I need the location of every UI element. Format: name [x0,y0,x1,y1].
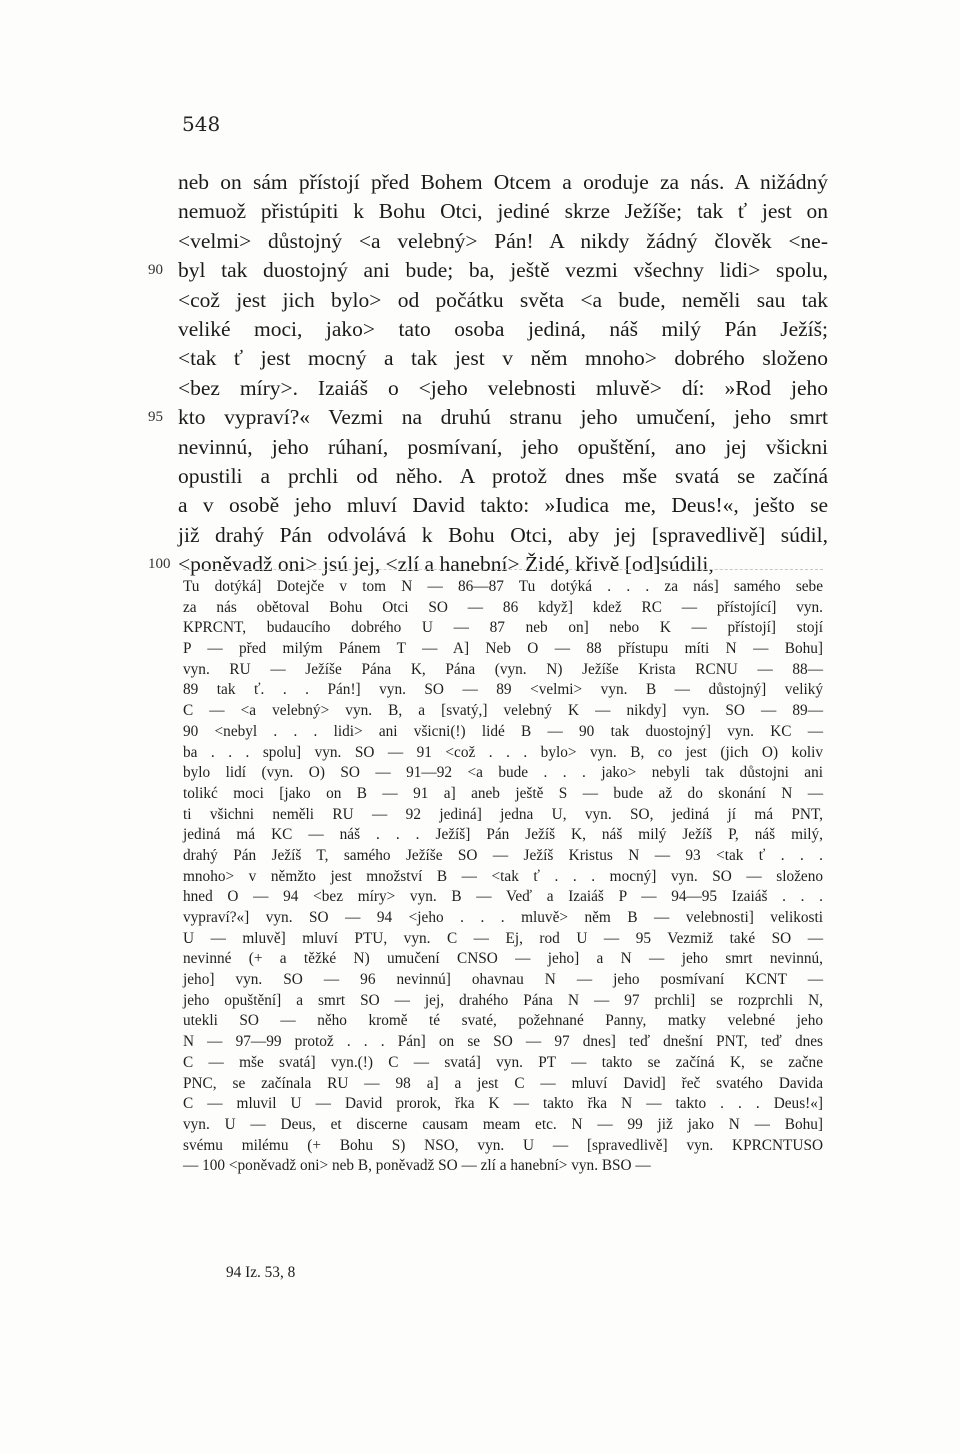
line-number: 95 [148,409,163,426]
apparatus-line: 89 tak ť. . . Pán!] vyn. SO — 89 <velmi> vyn. B — důstojný] veliký [183,681,823,699]
apparatus-line: vyn. U — Deus, et discerne causam meam etc. N — 99 již jako N — Bohu] [183,1115,823,1133]
line-text: neb on sám přístojí před Bohem Otcem a oroduje za nás. A nižádný [178,170,828,194]
text-line [178,462,828,491]
text-line [178,344,828,373]
apparatus-line: Tu dotýká] Dotejče v tom N — 86—87 Tu dotýká . . . za nás] samého sebe [183,578,823,595]
text-line [178,374,828,403]
apparatus-line: PNC, se začínala RU — 98 a] a jest C — mluví David] řeč svatého Davida [183,1074,823,1092]
line-text: byl tak duostojný ani bude; ba, ještě vezmi všechny lidi> spolu, [178,258,828,283]
apparatus-line: jediná má KC — náš . . . Ježíš] Pán Ježíš K, náš milý Ježíš P, náš milý, [183,826,823,844]
apparatus-line: U — mluvě] mluví PTU, vyn. C — Ej, rod U — 95 Vezmiž také SO — [183,929,823,947]
text-line [178,227,828,256]
line-text: <poněvadž oni> jsú jej, <zlí a hanební> Židé, křivě [od]súdili, [178,552,714,577]
line-text: opustili a prchli od něho. A protož dnes mše svatá se začíná [178,463,828,488]
line-text: již drahý Pán odvolává k Bohu Otci, aby jej [spravedlivě] súdil, [178,522,828,547]
apparatus-line: bylo lidí (vyn. O) SO — 91—92 <a bude . . . jako> nebyli tak důstojni ani [183,764,823,782]
apparatus-line: KPRCNT, budaucího dobrého U — 87 neb on] nebo K — přístojí] stojí [183,619,823,637]
apparatus-line: P — před milým Pánem T — A] Neb O — 88 přístupu míti N — Bohu] [183,640,823,658]
apparatus-line: vypraví?«] vyn. SO — 94 <jeho . . . mluvě> něm B — velebnosti] velikosti [183,909,823,926]
line-text: veliké moci, jako> tato osoba jediná, náš milý Pán Ježíš; [178,316,828,341]
text-line [148,256,828,285]
line-text: <bez míry>. Izaiáš o <jeho velebnosti mluvě> dí: »Rod jeho [178,375,828,400]
line-text: kto vypraví?« Vezmi na druhú stranu jeho umučení, jeho smrt [178,405,828,430]
apparatus-line: — 100 <poněvadž oni> neb B, poněvadž SO — zlí a hanební> vyn. BSO — [183,1157,651,1175]
critical-apparatus [183,577,823,1177]
apparatus-line: drahý Pán Ježíš T, samého Ježíše SO — Ježíš Kristus N — 93 <tak ť . . . [183,846,823,864]
page-number: 548 [182,112,221,136]
line-text: a v osobě jeho mluví David takto: »Iudica me, Deus!«, ješto se [178,493,828,518]
apparatus-line: N — 97—99 protož . . . Pán] on se SO — 97 dnes] teď dnešní PNT, teď dnes [183,1033,823,1051]
apparatus-line: hned O — 94 <bez míry> vyn. B — Veď a Izaiáš P — 94—95 Izaiáš . . . [183,888,823,906]
footnote: 94 Iz. 53, 8 [226,1264,296,1281]
apparatus-line: ti všichni neměli RU — 92 jediná] jedna U, vyn. SO, jediná jí má PNT, [183,805,823,823]
text-line [178,286,828,315]
apparatus-line: ba . . . spolu] vyn. SO — 91 <což . . . bylo> vyn. B, co jest (jich O) koliv [183,743,823,761]
text-line [178,197,828,226]
line-text: nemuož přistúpiti k Bohu Otci, jediné skrze Ježíše; tak ť jest on [178,199,828,224]
apparatus-line: tolikć moci [jako on B — 91 a] aneb ještě S — bude až do skonání N — [183,784,823,802]
apparatus-line: jeho] vyn. SO — 96 nevinnú] ohavnau N — jeho posmívaní KCNT — [183,971,823,989]
text-line [178,491,828,520]
text-line [178,168,828,197]
text-line [178,521,828,550]
apparatus-line: C — mluvil U — David prorok, řka K — takto řka N — takto . . . Deus!«] [183,1095,823,1113]
line-number: 100 [148,556,171,573]
line-text: <což jest jich bylo> od počátku světa <a bude, neměli sau tak [178,287,828,312]
line-text: <tak ť jest mocný a tak jest v něm mnoho> dobrého složeno [178,346,828,371]
text-line [178,433,828,462]
apparatus-line: nevinné (+ a těžké N) umučení CNSO — jeho] a N — jeho smrt nevinnú, [183,950,823,968]
apparatus-line: 90 <nebyl . . . lidi> ani všicni(!) lidé B — 90 tak duostojný] vyn. KC — [183,722,823,740]
line-number: 90 [148,262,163,279]
apparatus-line: mnoho> v němžto jest množství B — <tak ť . . . mocný] vyn. SO — složeno [183,867,823,885]
apparatus-line: vyn. RU — Ježíše Pána K, Pána (vyn. N) Ježíše Krista RCNU — 88— [183,660,823,678]
line-text: nevinnú, jeho rúhaní, posmívaní, jeho opuštění, ano jej všickni [178,434,828,459]
text-line [178,315,828,344]
apparatus-line: za nás obětoval Bohu Otci SO — 86 když] kdež RC — přístojící] vyn. [183,598,823,616]
apparatus-line: svému milému (+ Bohu S) NSO, vyn. U — [spravedlivě] vyn. KPRCNTUSO [183,1136,823,1154]
apparatus-line: utekli SO — něho kromě té svaté, požehnané Panny, matky velebné jeho [183,1012,823,1030]
apparatus-line: C — <a velebný> vyn. B, a [svatý,] velebný K — nikdy] vyn. SO — 89— [183,702,823,720]
main-text [148,168,828,579]
line-text: <velmi> důstojný <a velebný> Pán! A nikdy žádný člověk <ne- [178,228,828,253]
apparatus-separator [183,569,823,570]
apparatus-line: C — mše svatá] vyn.(!) C — svatá] vyn. PT — takto se začíná K, se začne [183,1053,823,1071]
text-line [148,403,828,432]
text-line [148,550,828,579]
apparatus-line: jeho opuštění] a smrt SO — jej, drahého Pána N — 97 prchli] se rozprchli N, [183,991,823,1009]
